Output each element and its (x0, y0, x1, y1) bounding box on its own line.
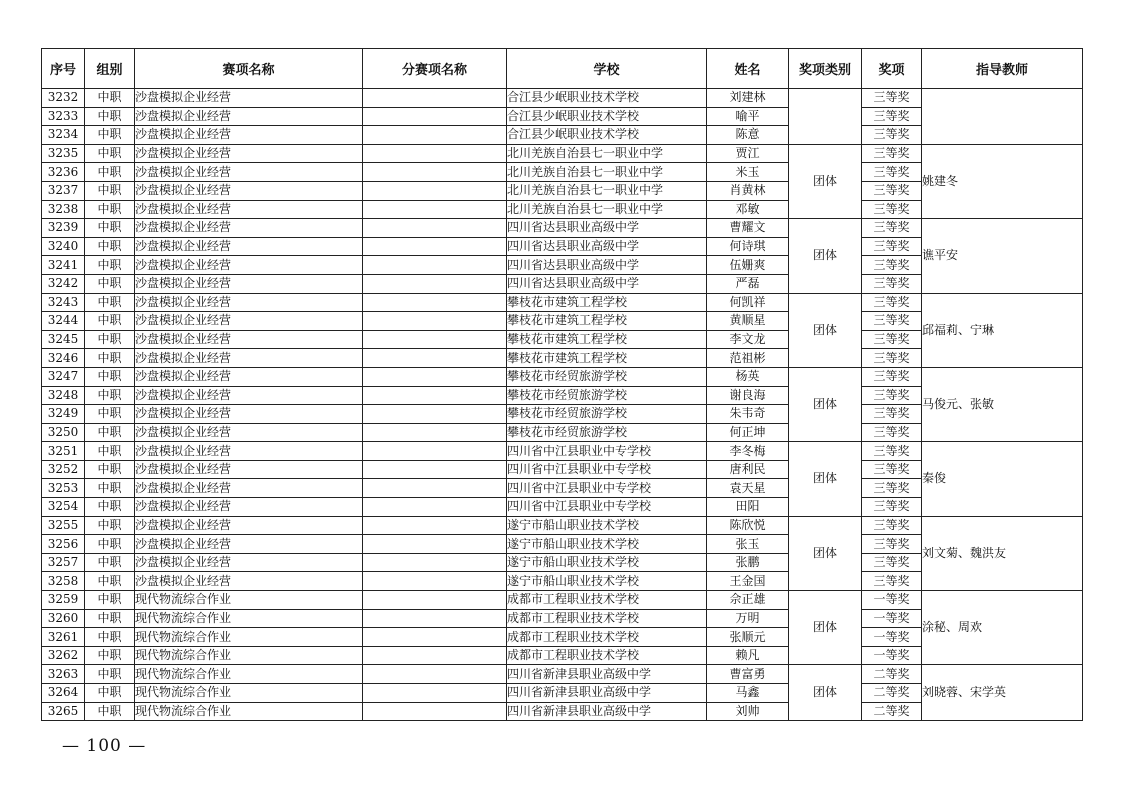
cell-name: 谢良海 (707, 386, 789, 405)
cell-group: 中职 (85, 256, 135, 275)
cell-sub-event (363, 144, 507, 163)
cell-sub-event (363, 646, 507, 665)
table-row (42, 89, 1083, 108)
page-number: — 100 — (62, 736, 147, 756)
cell-sub-event (363, 386, 507, 405)
cell-event: 沙盘模拟企业经营 (135, 423, 363, 442)
cell-seq: 3246 (42, 349, 85, 368)
cell-sub-event (363, 591, 507, 610)
cell-sub-event (363, 405, 507, 424)
table-row (42, 144, 1083, 163)
cell-school: 遂宁市船山职业技术学校 (507, 553, 707, 572)
cell-event: 沙盘模拟企业经营 (135, 330, 363, 349)
cell-event: 沙盘模拟企业经营 (135, 107, 363, 126)
cell-school: 四川省达县职业高级中学 (507, 237, 707, 256)
table-row (42, 367, 1083, 386)
cell-event: 沙盘模拟企业经营 (135, 349, 363, 368)
cell-award: 三等奖 (862, 293, 922, 312)
cell-seq: 3232 (42, 89, 85, 108)
cell-award-type: 团体 (789, 293, 862, 367)
cell-school: 四川省达县职业高级中学 (507, 274, 707, 293)
cell-name: 邓敏 (707, 200, 789, 219)
cell-seq: 3257 (42, 553, 85, 572)
cell-award: 三等奖 (862, 516, 922, 535)
cell-sub-event (363, 609, 507, 628)
cell-seq: 3265 (42, 702, 85, 721)
cell-event: 沙盘模拟企业经营 (135, 89, 363, 108)
cell-sub-event (363, 181, 507, 200)
header-group: 组别 (85, 49, 135, 89)
cell-event: 现代物流综合作业 (135, 665, 363, 684)
cell-sub-event (363, 349, 507, 368)
cell-school: 合江县少岷职业技术学校 (507, 89, 707, 108)
cell-award-type: 团体 (789, 665, 862, 721)
cell-award-type: 团体 (789, 516, 862, 590)
cell-school: 成都市工程职业技术学校 (507, 628, 707, 647)
cell-school: 遂宁市船山职业技术学校 (507, 572, 707, 591)
cell-seq: 3237 (42, 181, 85, 200)
cell-group: 中职 (85, 89, 135, 108)
cell-event: 沙盘模拟企业经营 (135, 219, 363, 238)
cell-school: 四川省新津县职业高级中学 (507, 665, 707, 684)
cell-school: 攀枝花市经贸旅游学校 (507, 386, 707, 405)
cell-sub-event (363, 535, 507, 554)
cell-sub-event (363, 89, 507, 108)
cell-name: 唐利民 (707, 460, 789, 479)
cell-event: 现代物流综合作业 (135, 628, 363, 647)
cell-school: 四川省新津县职业高级中学 (507, 702, 707, 721)
cell-name: 陈意 (707, 126, 789, 145)
cell-seq: 3235 (42, 144, 85, 163)
cell-award: 一等奖 (862, 609, 922, 628)
cell-teacher: 秦俊 (922, 442, 1083, 516)
cell-teacher: 邱福莉、宁琳 (922, 293, 1083, 367)
cell-event: 沙盘模拟企业经营 (135, 535, 363, 554)
cell-seq: 3251 (42, 442, 85, 461)
cell-sub-event (363, 628, 507, 647)
cell-sub-event (363, 274, 507, 293)
cell-event: 沙盘模拟企业经营 (135, 256, 363, 275)
cell-event: 现代物流综合作业 (135, 702, 363, 721)
table-row (42, 219, 1083, 238)
cell-group: 中职 (85, 330, 135, 349)
cell-group: 中职 (85, 126, 135, 145)
cell-group: 中职 (85, 405, 135, 424)
cell-teacher: 马俊元、张敏 (922, 367, 1083, 441)
cell-group: 中职 (85, 591, 135, 610)
cell-group: 中职 (85, 181, 135, 200)
cell-event: 沙盘模拟企业经营 (135, 293, 363, 312)
cell-award: 三等奖 (862, 423, 922, 442)
cell-event: 沙盘模拟企业经营 (135, 572, 363, 591)
cell-event: 沙盘模拟企业经营 (135, 516, 363, 535)
cell-school: 四川省中江县职业中专学校 (507, 498, 707, 517)
cell-event: 现代物流综合作业 (135, 609, 363, 628)
cell-sub-event (363, 107, 507, 126)
cell-school: 遂宁市船山职业技术学校 (507, 535, 707, 554)
cell-teacher: 涂秘、周欢 (922, 591, 1083, 665)
cell-sub-event (363, 256, 507, 275)
cell-sub-event (363, 665, 507, 684)
cell-award: 三等奖 (862, 442, 922, 461)
cell-seq: 3236 (42, 163, 85, 182)
cell-name: 佘正雄 (707, 591, 789, 610)
cell-seq: 3241 (42, 256, 85, 275)
table-row (42, 665, 1083, 684)
header-event: 赛项名称 (135, 49, 363, 89)
cell-name: 刘建林 (707, 89, 789, 108)
cell-seq: 3243 (42, 293, 85, 312)
cell-school: 成都市工程职业技术学校 (507, 646, 707, 665)
cell-name: 米玉 (707, 163, 789, 182)
cell-event: 沙盘模拟企业经营 (135, 237, 363, 256)
cell-seq: 3239 (42, 219, 85, 238)
table-row (42, 442, 1083, 461)
cell-event: 沙盘模拟企业经营 (135, 386, 363, 405)
cell-school: 合江县少岷职业技术学校 (507, 126, 707, 145)
cell-school: 攀枝花市建筑工程学校 (507, 312, 707, 331)
cell-award: 三等奖 (862, 553, 922, 572)
cell-school: 攀枝花市经贸旅游学校 (507, 367, 707, 386)
cell-seq: 3253 (42, 479, 85, 498)
cell-award: 三等奖 (862, 479, 922, 498)
cell-award: 二等奖 (862, 665, 922, 684)
cell-award: 三等奖 (862, 144, 922, 163)
cell-name: 何诗琪 (707, 237, 789, 256)
cell-group: 中职 (85, 386, 135, 405)
cell-school: 攀枝花市建筑工程学校 (507, 330, 707, 349)
header-school: 学校 (507, 49, 707, 89)
cell-sub-event (363, 498, 507, 517)
cell-group: 中职 (85, 553, 135, 572)
cell-group: 中职 (85, 107, 135, 126)
cell-group: 中职 (85, 219, 135, 238)
cell-award: 二等奖 (862, 702, 922, 721)
cell-award-type (789, 89, 862, 145)
cell-seq: 3245 (42, 330, 85, 349)
cell-sub-event (363, 516, 507, 535)
cell-seq: 3255 (42, 516, 85, 535)
cell-event: 沙盘模拟企业经营 (135, 126, 363, 145)
cell-event: 沙盘模拟企业经营 (135, 200, 363, 219)
cell-school: 成都市工程职业技术学校 (507, 609, 707, 628)
cell-seq: 3250 (42, 423, 85, 442)
cell-award-type: 团体 (789, 219, 862, 293)
cell-award: 一等奖 (862, 591, 922, 610)
cell-group: 中职 (85, 460, 135, 479)
cell-school: 攀枝花市经贸旅游学校 (507, 405, 707, 424)
cell-name: 张顺元 (707, 628, 789, 647)
cell-group: 中职 (85, 367, 135, 386)
cell-award: 三等奖 (862, 367, 922, 386)
cell-group: 中职 (85, 200, 135, 219)
awards-table (41, 48, 1083, 721)
cell-name: 何凯祥 (707, 293, 789, 312)
cell-award: 三等奖 (862, 181, 922, 200)
cell-seq: 3254 (42, 498, 85, 517)
cell-sub-event (363, 479, 507, 498)
cell-sub-event (363, 312, 507, 331)
cell-group: 中职 (85, 516, 135, 535)
cell-event: 沙盘模拟企业经营 (135, 479, 363, 498)
cell-name: 田阳 (707, 498, 789, 517)
cell-event: 沙盘模拟企业经营 (135, 144, 363, 163)
cell-seq: 3233 (42, 107, 85, 126)
cell-name: 万明 (707, 609, 789, 628)
cell-sub-event (363, 684, 507, 703)
cell-group: 中职 (85, 535, 135, 554)
cell-name: 黄顺星 (707, 312, 789, 331)
cell-award: 三等奖 (862, 386, 922, 405)
cell-school: 北川羌族自治县七一职业中学 (507, 144, 707, 163)
cell-event: 沙盘模拟企业经营 (135, 442, 363, 461)
cell-seq: 3238 (42, 200, 85, 219)
cell-name: 赖凡 (707, 646, 789, 665)
cell-group: 中职 (85, 144, 135, 163)
cell-award-type: 团体 (789, 367, 862, 441)
cell-seq: 3244 (42, 312, 85, 331)
cell-award: 三等奖 (862, 460, 922, 479)
cell-seq: 3240 (42, 237, 85, 256)
cell-group: 中职 (85, 572, 135, 591)
header-award: 奖项 (862, 49, 922, 89)
cell-school: 北川羌族自治县七一职业中学 (507, 200, 707, 219)
cell-name: 范祖彬 (707, 349, 789, 368)
cell-seq: 3261 (42, 628, 85, 647)
cell-school: 成都市工程职业技术学校 (507, 591, 707, 610)
cell-award: 一等奖 (862, 628, 922, 647)
cell-award: 一等奖 (862, 646, 922, 665)
cell-sub-event (363, 237, 507, 256)
cell-school: 四川省新津县职业高级中学 (507, 684, 707, 703)
cell-sub-event (363, 126, 507, 145)
cell-sub-event (363, 163, 507, 182)
cell-name: 何正坤 (707, 423, 789, 442)
cell-seq: 3263 (42, 665, 85, 684)
cell-sub-event (363, 330, 507, 349)
cell-name: 严磊 (707, 274, 789, 293)
cell-group: 中职 (85, 312, 135, 331)
cell-award: 三等奖 (862, 349, 922, 368)
cell-event: 沙盘模拟企业经营 (135, 498, 363, 517)
cell-teacher: 姚建冬 (922, 144, 1083, 218)
cell-school: 合江县少岷职业技术学校 (507, 107, 707, 126)
cell-school: 四川省中江县职业中专学校 (507, 442, 707, 461)
cell-school: 四川省中江县职业中专学校 (507, 479, 707, 498)
cell-name: 王金国 (707, 572, 789, 591)
cell-seq: 3258 (42, 572, 85, 591)
cell-name: 张玉 (707, 535, 789, 554)
cell-school: 四川省达县职业高级中学 (507, 256, 707, 275)
cell-award: 三等奖 (862, 256, 922, 275)
cell-sub-event (363, 702, 507, 721)
cell-event: 沙盘模拟企业经营 (135, 274, 363, 293)
cell-group: 中职 (85, 274, 135, 293)
cell-award: 三等奖 (862, 330, 922, 349)
table-body (42, 89, 1083, 721)
cell-seq: 3264 (42, 684, 85, 703)
cell-school: 四川省达县职业高级中学 (507, 219, 707, 238)
header-sub-event: 分赛项名称 (363, 49, 507, 89)
cell-event: 沙盘模拟企业经营 (135, 163, 363, 182)
cell-award: 三等奖 (862, 126, 922, 145)
cell-school: 四川省中江县职业中专学校 (507, 460, 707, 479)
header-seq: 序号 (42, 49, 85, 89)
cell-seq: 3259 (42, 591, 85, 610)
cell-award: 三等奖 (862, 498, 922, 517)
cell-school: 北川羌族自治县七一职业中学 (507, 163, 707, 182)
cell-seq: 3256 (42, 535, 85, 554)
cell-seq: 3247 (42, 367, 85, 386)
cell-seq: 3242 (42, 274, 85, 293)
cell-sub-event (363, 367, 507, 386)
cell-award: 三等奖 (862, 405, 922, 424)
cell-event: 现代物流综合作业 (135, 591, 363, 610)
cell-teacher: 刘文菊、魏洪友 (922, 516, 1083, 590)
cell-award: 三等奖 (862, 107, 922, 126)
cell-name: 李冬梅 (707, 442, 789, 461)
cell-award: 三等奖 (862, 200, 922, 219)
cell-sub-event (363, 460, 507, 479)
cell-group: 中职 (85, 442, 135, 461)
cell-seq: 3262 (42, 646, 85, 665)
cell-seq: 3260 (42, 609, 85, 628)
cell-award-type: 团体 (789, 591, 862, 665)
cell-award-type: 团体 (789, 144, 862, 218)
cell-name: 陈欣悦 (707, 516, 789, 535)
cell-group: 中职 (85, 702, 135, 721)
cell-school: 攀枝花市建筑工程学校 (507, 349, 707, 368)
table-row (42, 516, 1083, 535)
cell-school: 攀枝花市建筑工程学校 (507, 293, 707, 312)
cell-event: 沙盘模拟企业经营 (135, 405, 363, 424)
cell-sub-event (363, 553, 507, 572)
cell-group: 中职 (85, 609, 135, 628)
cell-school: 北川羌族自治县七一职业中学 (507, 181, 707, 200)
cell-award: 三等奖 (862, 237, 922, 256)
cell-sub-event (363, 423, 507, 442)
cell-event: 沙盘模拟企业经营 (135, 460, 363, 479)
cell-sub-event (363, 219, 507, 238)
cell-name: 喻平 (707, 107, 789, 126)
cell-name: 袁天星 (707, 479, 789, 498)
cell-award: 二等奖 (862, 684, 922, 703)
header-name: 姓名 (707, 49, 789, 89)
cell-name: 肖黄林 (707, 181, 789, 200)
cell-sub-event (363, 572, 507, 591)
cell-award: 三等奖 (862, 89, 922, 108)
cell-name: 伍姗爽 (707, 256, 789, 275)
cell-group: 中职 (85, 628, 135, 647)
cell-event: 现代物流综合作业 (135, 684, 363, 703)
cell-group: 中职 (85, 498, 135, 517)
cell-group: 中职 (85, 423, 135, 442)
cell-sub-event (363, 442, 507, 461)
cell-award: 三等奖 (862, 312, 922, 331)
cell-name: 李文龙 (707, 330, 789, 349)
cell-name: 马鑫 (707, 684, 789, 703)
cell-award: 三等奖 (862, 572, 922, 591)
cell-group: 中职 (85, 479, 135, 498)
cell-award: 三等奖 (862, 163, 922, 182)
header-award-type: 奖项类别 (789, 49, 862, 89)
table-row (42, 293, 1083, 312)
cell-name: 曹耀文 (707, 219, 789, 238)
cell-name: 贾江 (707, 144, 789, 163)
cell-event: 沙盘模拟企业经营 (135, 367, 363, 386)
cell-teacher (922, 89, 1083, 145)
cell-teacher: 刘晓蓉、宋学英 (922, 665, 1083, 721)
cell-event: 沙盘模拟企业经营 (135, 312, 363, 331)
cell-group: 中职 (85, 665, 135, 684)
cell-seq: 3234 (42, 126, 85, 145)
cell-name: 刘帅 (707, 702, 789, 721)
cell-event: 现代物流综合作业 (135, 646, 363, 665)
cell-name: 朱韦奇 (707, 405, 789, 424)
cell-school: 遂宁市船山职业技术学校 (507, 516, 707, 535)
header-teacher: 指导教师 (922, 49, 1083, 89)
cell-group: 中职 (85, 237, 135, 256)
cell-group: 中职 (85, 163, 135, 182)
cell-school: 攀枝花市经贸旅游学校 (507, 423, 707, 442)
cell-award: 三等奖 (862, 274, 922, 293)
cell-group: 中职 (85, 684, 135, 703)
header-row (42, 49, 1083, 89)
cell-sub-event (363, 293, 507, 312)
cell-event: 沙盘模拟企业经营 (135, 553, 363, 572)
cell-seq: 3252 (42, 460, 85, 479)
cell-group: 中职 (85, 349, 135, 368)
cell-name: 张鹏 (707, 553, 789, 572)
cell-group: 中职 (85, 646, 135, 665)
cell-seq: 3249 (42, 405, 85, 424)
cell-group: 中职 (85, 293, 135, 312)
cell-sub-event (363, 200, 507, 219)
cell-name: 曹富勇 (707, 665, 789, 684)
cell-teacher: 谯平安 (922, 219, 1083, 293)
cell-name: 杨英 (707, 367, 789, 386)
cell-award: 三等奖 (862, 535, 922, 554)
cell-event: 沙盘模拟企业经营 (135, 181, 363, 200)
cell-seq: 3248 (42, 386, 85, 405)
cell-award: 三等奖 (862, 219, 922, 238)
table-row (42, 591, 1083, 610)
cell-award-type: 团体 (789, 442, 862, 516)
